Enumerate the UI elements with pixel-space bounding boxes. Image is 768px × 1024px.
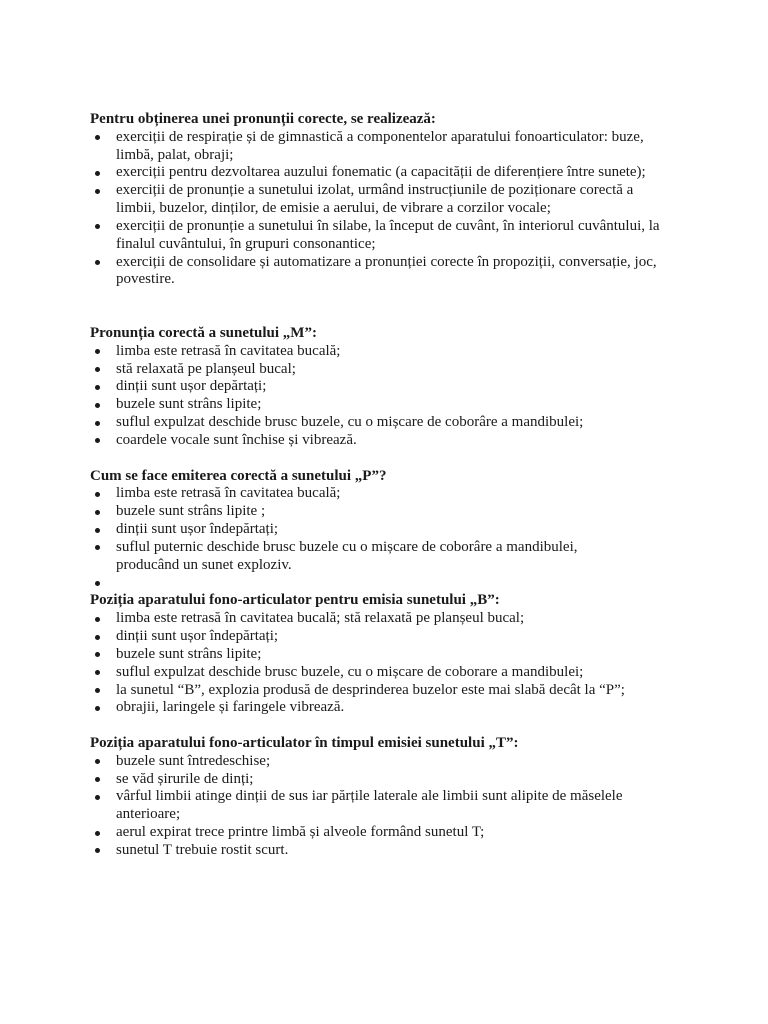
bullet-marker: [95, 581, 100, 586]
bullet-marker: [95, 403, 100, 408]
bullet-marker: [95, 135, 100, 140]
list-item-text: dinții sunt ușor îndepărtați;: [116, 521, 279, 538]
list-item-text: sunetul T trebuie rostit scurt.: [116, 841, 289, 858]
section-heading-sound-p: Cum se face emiterea corectă a sunetului „P”?: [90, 467, 387, 484]
bullet-marker: [95, 848, 100, 853]
section-heading-sound-b: Poziția aparatului fono-articulator pentru emisia sunetului „B”:: [90, 592, 500, 609]
list-item: [90, 503, 678, 521]
list-item-text: coardele vocale sunt închise și vibrează.: [116, 431, 357, 448]
list-item-text: stă relaxată pe planșeul bucal;: [116, 360, 296, 377]
list-item-text: exerciții de consolidare și automatizare a pronunției corecte în propoziții, conversație, joc, povestire.: [116, 253, 657, 288]
section-heading-sound-m: Pronunția corectă a sunetului „M”:: [90, 324, 317, 341]
list-item: [90, 129, 678, 165]
bullet-marker: [95, 528, 100, 533]
list-item-text: buzele sunt strâns lipite ;: [116, 503, 266, 520]
bullet-marker: [95, 171, 100, 176]
bullet-list: [90, 753, 678, 860]
list-item: [90, 539, 678, 575]
bullet-marker: [95, 795, 100, 800]
section-sound-m: [90, 325, 678, 450]
bullet-marker: [95, 777, 100, 782]
bullet-marker: [95, 260, 100, 265]
bullet-marker: [95, 510, 100, 515]
list-item-text: suflul puternic deschide brusc buzele cu o mișcare de coborâre a mandibulei, producând un sunet exploziv.: [116, 538, 578, 573]
bullet-marker: [95, 421, 100, 426]
list-item: [90, 771, 678, 789]
list-item-text: aerul expirat trece printre limbă și alveole formând sunetul T;: [116, 824, 485, 841]
list-item-text: exerciții de respirație și de gimnastică a componentelor aparatului fonoarticulator: buze, limbă, palat, obraji;: [116, 128, 644, 163]
list-item-text: limba este retrasă în cavitatea bucală;: [116, 342, 341, 359]
list-item: [90, 699, 678, 717]
list-item: [90, 396, 678, 414]
bullet-list: [90, 343, 678, 450]
list-item-text: la sunetul “B”, explozia produsă de desprinderea buzelor este mai slabă decât la “P”;: [116, 681, 625, 698]
bullet-marker: [95, 831, 100, 836]
bullet-marker: [95, 349, 100, 354]
bullet-marker: [95, 189, 100, 194]
list-item: [90, 788, 678, 824]
list-item-text: exerciții pentru dezvoltarea auzului fonematic (a capacității de diferențiere între sunete);: [116, 164, 646, 181]
list-item-empty: [90, 575, 678, 593]
list-item: [90, 842, 678, 860]
list-item: [90, 378, 678, 396]
bullet-marker: [95, 635, 100, 640]
list-item: [90, 343, 678, 361]
list-item: [90, 628, 678, 646]
list-item-text: limba este retrasă în cavitatea bucală; stă relaxată pe planșeul bucal;: [116, 610, 525, 627]
list-item: [90, 610, 678, 628]
bullet-list: [90, 610, 678, 717]
bullet-marker: [95, 652, 100, 657]
list-item-text: dinții sunt ușor depărtați;: [116, 378, 267, 395]
list-item-text: buzele sunt întredeschise;: [116, 752, 271, 769]
list-item: [90, 164, 678, 182]
list-item-text: exerciții de pronunție a sunetului în silabe, la început de cuvânt, în interiorul cuvântului, la finalul cuvântului, în grupuri consonantice;: [116, 217, 660, 252]
list-item: [90, 682, 678, 700]
list-item: [90, 414, 678, 432]
list-item: [90, 485, 678, 503]
section-exercises: [90, 111, 678, 289]
bullet-marker: [95, 670, 100, 675]
section-sound-t: [90, 735, 678, 860]
list-item-text: exerciții de pronunție a sunetului izolat, urmând instrucțiunile de poziționare corectă a limbii, buzelor, dinților, de emisie a aerului, de vibrare a corzilor vocale;: [116, 182, 634, 217]
list-item: [90, 521, 678, 539]
bullet-list: [90, 129, 678, 289]
bullet-marker: [95, 706, 100, 711]
bullet-marker: [95, 385, 100, 390]
list-item-text: limba este retrasă în cavitatea bucală;: [116, 485, 341, 502]
list-item: [90, 646, 678, 664]
list-item: [90, 664, 678, 682]
list-item: [90, 218, 678, 254]
list-item-text: suflul expulzat deschide brusc buzele, cu o mișcare de coborâre a mandibulei;: [116, 414, 584, 431]
bullet-marker: [95, 688, 100, 693]
section-heading-sound-t: Poziția aparatului fono-articulator în timpul emisiei sunetului „T”:: [90, 734, 519, 751]
list-item-text: vârful limbii atinge dinții de sus iar părțile laterale ale limbii sunt alipite de măselele anterioare;: [116, 788, 623, 823]
list-item-text: se văd șirurile de dinți;: [116, 770, 254, 787]
list-item: [90, 432, 678, 450]
section-sound-p: [90, 468, 678, 593]
list-item: [90, 182, 678, 218]
list-item-text: dinții sunt ușor îndepărtați;: [116, 628, 279, 645]
section-sound-b: [90, 592, 678, 717]
section-heading-exercises: Pentru obținerea unei pronunții corecte, se realizează:: [90, 111, 436, 127]
list-item: [90, 824, 678, 842]
list-item-text: obrajii, laringele și faringele vibrează.: [116, 699, 345, 716]
list-item-text: buzele sunt strâns lipite;: [116, 396, 262, 413]
list-item-text: suflul expulzat deschide brusc buzele, cu o mișcare de coborare a mandibulei;: [116, 663, 584, 680]
bullet-marker: [95, 367, 100, 372]
list-item: [90, 361, 678, 379]
bullet-marker: [95, 617, 100, 622]
bullet-marker: [95, 759, 100, 764]
bullet-marker: [95, 545, 100, 550]
bullet-marker: [95, 438, 100, 443]
list-item: [90, 254, 678, 290]
list-item-text: buzele sunt strâns lipite;: [116, 645, 262, 662]
document-page: [90, 111, 678, 860]
list-item: [90, 753, 678, 771]
bullet-marker: [95, 224, 100, 229]
bullet-list: [90, 485, 678, 592]
bullet-marker: [95, 492, 100, 497]
